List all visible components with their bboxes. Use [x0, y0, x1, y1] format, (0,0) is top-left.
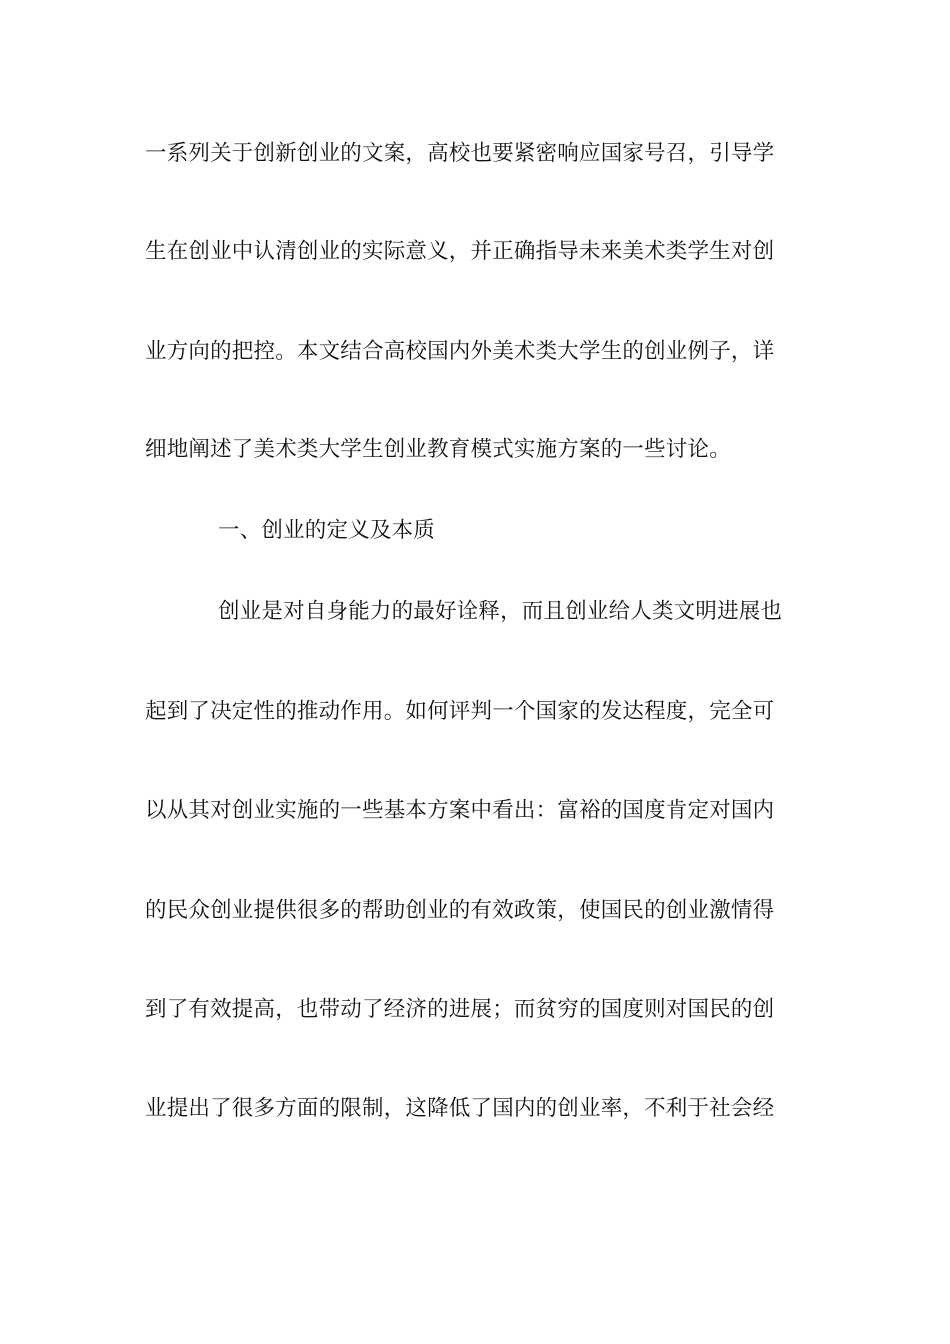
text-line: 细地阐述了美术类大学生创业教育模式实施方案的一些讨论。: [145, 437, 731, 462]
section-heading: 一、创业的定义及本质: [218, 518, 436, 543]
text-line: 一系列关于创新创业的文案，高校也要紧密响应国家号召，引导学: [145, 141, 775, 166]
paragraph-line: 的民众创业提供很多的帮助创业的有效政策，使国民的创业激情得: [145, 898, 775, 923]
paragraph-line: 以从其对创业实施的一些基本方案中看出：富裕的国度肯定对国内: [145, 798, 775, 823]
paragraph-line: 业提出了很多方面的限制，这降低了国内的创业率，不利于社会经: [145, 1096, 775, 1121]
paragraph-line: 到了有效提高，也带动了经济的进展；而贫穷的国度则对国民的创: [145, 997, 775, 1022]
paragraph-line: 起到了决定性的推动作用。如何评判一个国家的发达程度，完全可: [145, 699, 775, 724]
paragraph-line: 创业是对自身能力的最好诠释，而且创业给人类文明进展也: [218, 599, 783, 624]
text-line: 生在创业中认清创业的实际意义，并正确指导未来美术类学生对创: [145, 239, 775, 264]
text-line: 业方向的把控。本文结合高校国内外美术类大学生的创业例子，详: [145, 339, 775, 364]
